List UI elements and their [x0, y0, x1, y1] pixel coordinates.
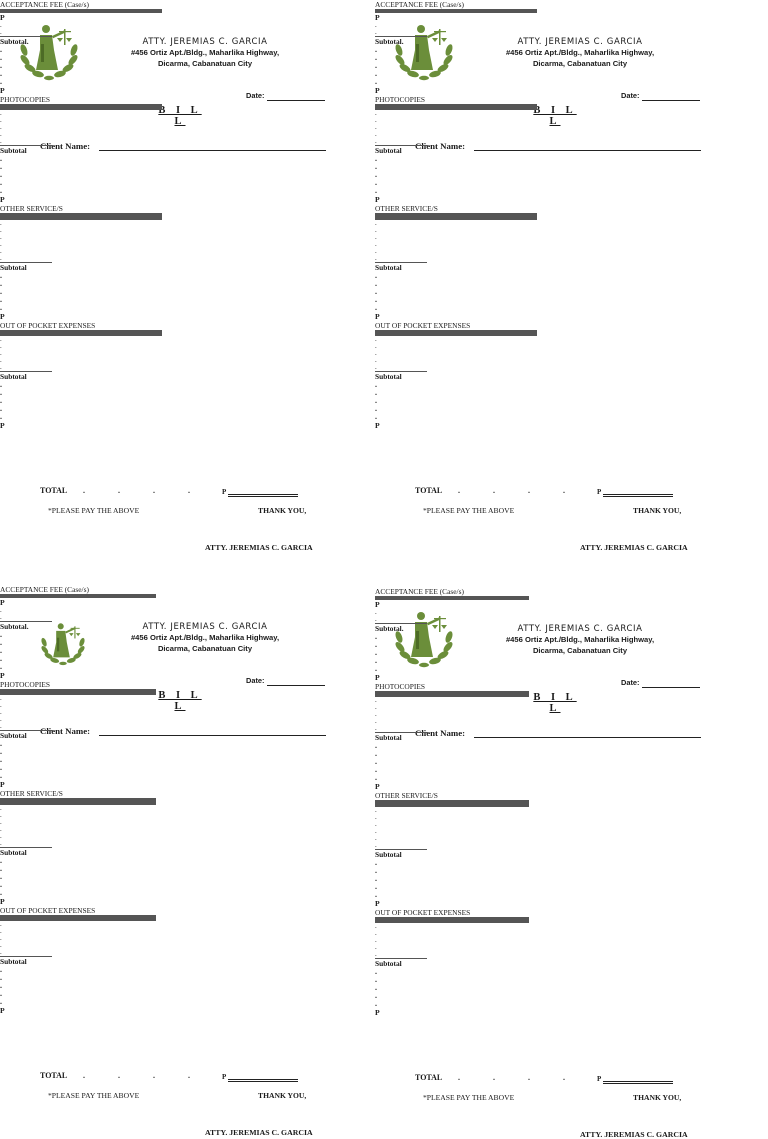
subtotal-leader-dot: .: [375, 640, 377, 649]
firm-name: ATTY. JEREMIAS C. GARCIA: [142, 622, 268, 632]
subtotal-peso-sign: P: [375, 421, 380, 430]
amount-dot: .: [0, 137, 2, 145]
subtotal-leader-dot: .: [375, 53, 377, 62]
total-leader-dot: .: [153, 486, 155, 495]
total-field-line[interactable]: [228, 494, 298, 495]
amount-dot: .: [375, 247, 377, 255]
amount-dot: .: [0, 247, 2, 255]
subtotal-leader-dot: .: [0, 77, 2, 86]
payment-note: *PLEASE PAY THE ABOVE: [48, 1091, 140, 1100]
subtotal-leader-dot: .: [375, 858, 377, 867]
firm-address-line2: Dicarma, Cabanatuan City: [157, 59, 253, 68]
section-label: OUT OF POCKET EXPENSES: [0, 321, 96, 330]
section-label: OTHER SERVICE/S: [375, 791, 438, 800]
subtotal-leader-dot: .: [375, 866, 377, 875]
subtotal-leader-dot: .: [0, 396, 2, 405]
thank-you-text: THANK YOU,: [633, 1093, 682, 1102]
bill-form: [375, 587, 759, 1139]
subtotal-leader-dot: .: [0, 739, 2, 748]
section-label: OUT OF POCKET EXPENSES: [375, 908, 471, 917]
subtotal-leader-dot: .: [375, 77, 377, 86]
subtotal-peso-sign: P: [0, 195, 5, 204]
client-name-label: Client Name:: [40, 726, 91, 736]
date-field-line[interactable]: [642, 100, 700, 101]
firm-address-line1: #456 Ortiz Apt./Bldg., Maharlika Highway,: [130, 633, 280, 642]
section-label: PHOTOCOPIES: [375, 682, 425, 691]
firm-address-line2: Dicarma, Cabanatuan City: [532, 646, 628, 655]
subtotal-label: Subtotal: [375, 850, 402, 859]
amount-dot: .: [375, 615, 377, 623]
amount-dot: .: [0, 934, 2, 942]
bill-title: B I L L: [533, 105, 577, 127]
subtotal-peso-sign: P: [375, 312, 380, 321]
bill-form: [0, 0, 384, 552]
subtotal-leader-dot: .: [0, 662, 2, 671]
subtotal-label: Subtotal.: [0, 622, 29, 631]
amount-dot: .: [0, 804, 2, 812]
subtotal-leader-dot: .: [375, 991, 377, 1000]
subtotal-leader-dot: .: [375, 656, 377, 665]
subtotal-peso-sign: P: [375, 899, 380, 908]
subtotal-leader-dot: .: [0, 170, 2, 179]
amount-dot: .: [375, 806, 377, 814]
subtotal-leader-dot: .: [375, 999, 377, 1008]
bill-sections: [375, 0, 537, 430]
subtotal-peso-sign: P: [0, 86, 5, 95]
subtotal-leader-dot: .: [0, 747, 2, 756]
total-leader-dot: .: [188, 486, 190, 495]
section-label: OTHER SERVICE/S: [0, 789, 63, 798]
amount-dot: .: [0, 28, 2, 36]
subtotal-label: Subtotal: [375, 372, 402, 381]
total-leader-dot: .: [528, 1073, 530, 1082]
subtotal-label: Subtotal.: [375, 624, 404, 633]
amount-dot: .: [375, 710, 377, 718]
subtotal-leader-dot: .: [0, 997, 2, 1006]
subtotal-leader-dot: .: [0, 271, 2, 280]
client-name-label: Client Name:: [40, 141, 91, 151]
subtotal-leader-dot: .: [0, 162, 2, 171]
firm-address-line2: Dicarma, Cabanatuan City: [157, 644, 253, 653]
amount-dot: .: [375, 335, 377, 343]
subtotal-leader-dot: .: [0, 295, 2, 304]
payment-note: *PLEASE PAY THE ABOVE: [423, 1093, 515, 1102]
total-double-underline: [228, 496, 298, 497]
subtotal-leader-dot: .: [0, 380, 2, 389]
amount-dot: .: [0, 694, 2, 702]
amount-dot: .: [0, 818, 2, 826]
subtotal-leader-dot: .: [0, 654, 2, 663]
section-label: OUT OF POCKET EXPENSES: [375, 321, 471, 330]
amount-dot: .: [0, 254, 2, 262]
subtotal-label: Subtotal: [0, 957, 27, 966]
amount-dot: .: [375, 943, 377, 951]
amount-dot: .: [0, 116, 2, 124]
subtotal-leader-dot: .: [0, 45, 2, 54]
subtotal-leader-dot: .: [0, 412, 2, 421]
amount-dot: .: [0, 920, 2, 928]
amount-dot: .: [375, 356, 377, 364]
amount-dot: .: [0, 722, 2, 730]
amount-dot: .: [0, 606, 2, 614]
firm-name: ATTY. JEREMIAS C. GARCIA: [142, 37, 268, 47]
thank-you-text: THANK YOU,: [633, 506, 682, 515]
subtotal-label: Subtotal: [375, 733, 402, 742]
subtotal-leader-dot: .: [0, 53, 2, 62]
amount-dot: .: [0, 363, 2, 371]
subtotal-peso-sign: P: [0, 671, 5, 680]
subtotal-leader-dot: .: [375, 664, 377, 673]
subtotal-peso-sign: P: [375, 673, 380, 682]
amount-dot: .: [0, 342, 2, 350]
subtotal-leader-dot: .: [0, 965, 2, 974]
total-leader-dot: .: [563, 1073, 565, 1082]
firm-name: ATTY. JEREMIAS C. GARCIA: [517, 624, 643, 634]
subtotal-peso-sign: P: [375, 195, 380, 204]
subtotal-leader-dot: .: [0, 880, 2, 889]
client-name-label: Client Name:: [415, 141, 466, 151]
amount-dot: .: [0, 941, 2, 949]
subtotal-leader-dot: .: [375, 295, 377, 304]
total-leader-dot: .: [528, 486, 530, 495]
subtotal-leader-dot: .: [375, 975, 377, 984]
subtotal-leader-dot: .: [0, 388, 2, 397]
subtotal-leader-dot: .: [375, 396, 377, 405]
subtotal-leader-dot: .: [0, 973, 2, 982]
amount-dot: .: [375, 116, 377, 124]
subtotal-leader-dot: .: [0, 763, 2, 772]
subtotal-leader-dot: .: [375, 61, 377, 70]
section-label: PHOTOCOPIES: [0, 95, 50, 104]
subtotal-leader-dot: .: [375, 303, 377, 312]
amount-dot: .: [375, 123, 377, 131]
signatory-name: ATTY. JEREMIAS C. GARCIA: [205, 543, 313, 552]
amount-dot: .: [375, 950, 377, 958]
subtotal-peso-sign: P: [0, 780, 5, 789]
subtotal-leader-dot: .: [0, 287, 2, 296]
subtotal-peso-sign: P: [0, 1006, 5, 1015]
amount-dot: .: [0, 825, 2, 833]
amount-dot: .: [0, 839, 2, 847]
subtotal-peso-sign: P: [0, 897, 5, 906]
amount-dot: .: [375, 827, 377, 835]
section-label: OUT OF POCKET EXPENSES: [0, 906, 96, 915]
section-label: OTHER SERVICE/S: [375, 204, 438, 213]
amount-dot: .: [375, 929, 377, 937]
subtotal-leader-dot: .: [0, 864, 2, 873]
subtotal-leader-dot: .: [375, 882, 377, 891]
amount-dot: .: [0, 123, 2, 131]
bill-title: B I L L: [533, 692, 577, 714]
amount-dot: .: [0, 927, 2, 935]
subtotal-leader-dot: .: [375, 45, 377, 54]
subtotal-leader-dot: .: [375, 162, 377, 171]
total-field-line[interactable]: [228, 1079, 298, 1080]
bill-sections: [0, 585, 156, 1015]
section-label: OTHER SERVICE/S: [0, 204, 63, 213]
amount-dot: .: [375, 130, 377, 138]
amount-dot: .: [375, 233, 377, 241]
total-field-line[interactable]: [603, 1081, 673, 1082]
bill-form: [375, 0, 759, 552]
subtotal-leader-dot: .: [375, 178, 377, 187]
subtotal-leader-dot: .: [375, 757, 377, 766]
subtotal-leader-dot: .: [375, 741, 377, 750]
subtotal-leader-dot: .: [0, 154, 2, 163]
date-label: Date:: [621, 678, 640, 687]
subtotal-leader-dot: .: [0, 178, 2, 187]
subtotal-label: Subtotal: [0, 372, 27, 381]
subtotal-leader-dot: .: [0, 303, 2, 312]
bill-form: [0, 585, 384, 1137]
date-field-line[interactable]: [642, 687, 700, 688]
subtotal-peso-sign: P: [375, 782, 380, 791]
subtotal-leader-dot: .: [375, 967, 377, 976]
amount-dot: .: [0, 349, 2, 357]
total-double-underline: [603, 1083, 673, 1084]
amount-dot: .: [0, 233, 2, 241]
client-name-label: Client Name:: [415, 728, 466, 738]
total-label: TOTAL: [415, 486, 443, 495]
amount-dot: .: [375, 608, 377, 616]
subtotal-leader-dot: .: [375, 412, 377, 421]
amount-dot: .: [375, 21, 377, 29]
bill-sections: [375, 587, 529, 1017]
total-leader-dot: .: [118, 1071, 120, 1080]
subtotal-leader-dot: .: [0, 989, 2, 998]
subtotal-label: Subtotal.: [0, 37, 29, 46]
section-label: PHOTOCOPIES: [375, 95, 425, 104]
total-leader-dot: .: [188, 1071, 190, 1080]
total-peso-sign: P: [222, 1073, 227, 1081]
total-label: TOTAL: [415, 1073, 443, 1082]
date-field-line[interactable]: [267, 100, 325, 101]
amount-dot: .: [375, 820, 377, 828]
subtotal-leader-dot: .: [375, 186, 377, 195]
subtotal-peso-sign: P: [375, 86, 380, 95]
section-label: PHOTOCOPIES: [0, 680, 50, 689]
firm-address-line1: #456 Ortiz Apt./Bldg., Maharlika Highway,: [505, 48, 655, 57]
amount-dot: .: [375, 922, 377, 930]
total-leader-dot: .: [493, 486, 495, 495]
total-peso-sign: P: [597, 1075, 602, 1083]
total-leader-dot: .: [118, 486, 120, 495]
subtotal-label: Subtotal.: [375, 37, 404, 46]
amount-dot: .: [0, 715, 2, 723]
total-leader-dot: .: [493, 1073, 495, 1082]
firm-address-line2: Dicarma, Cabanatuan City: [532, 59, 628, 68]
date-label: Date:: [246, 91, 265, 100]
date-field-line[interactable]: [267, 685, 325, 686]
amount-dot: .: [375, 226, 377, 234]
subtotal-leader-dot: .: [0, 755, 2, 764]
amount-dot: .: [375, 349, 377, 357]
section-label: ACCEPTANCE FEE (Case/s): [0, 585, 89, 594]
amount-dot: .: [0, 613, 2, 621]
subtotal-leader-dot: .: [375, 154, 377, 163]
amount-dot: .: [0, 240, 2, 248]
peso-sign: P: [375, 600, 380, 609]
subtotal-leader-dot: .: [375, 170, 377, 179]
subtotal-leader-dot: .: [375, 749, 377, 758]
amount-dot: .: [375, 137, 377, 145]
amount-dot: .: [0, 356, 2, 364]
amount-dot: .: [0, 226, 2, 234]
amount-dot: .: [375, 703, 377, 711]
amount-dot: .: [375, 841, 377, 849]
subtotal-leader-dot: .: [0, 771, 2, 780]
total-leader-dot: .: [458, 1073, 460, 1082]
amount-dot: .: [0, 219, 2, 227]
subtotal-label: Subtotal: [0, 731, 27, 740]
date-label: Date:: [246, 676, 265, 685]
payment-note: *PLEASE PAY THE ABOVE: [48, 506, 140, 515]
amount-dot: .: [375, 936, 377, 944]
subtotal-label: Subtotal: [0, 848, 27, 857]
total-label: TOTAL: [40, 1071, 68, 1080]
amount-dot: .: [375, 28, 377, 36]
subtotal-leader-dot: .: [0, 646, 2, 655]
subtotal-leader-dot: .: [375, 287, 377, 296]
subtotal-leader-dot: .: [0, 186, 2, 195]
subtotal-label: Subtotal: [375, 959, 402, 968]
amount-dot: .: [375, 219, 377, 227]
amount-dot: .: [375, 724, 377, 732]
peso-sign: P: [0, 598, 5, 607]
signatory-name: ATTY. JEREMIAS C. GARCIA: [580, 543, 688, 552]
subtotal-leader-dot: .: [375, 271, 377, 280]
bill-title: B I L L: [158, 690, 202, 712]
subtotal-label: Subtotal: [375, 263, 402, 272]
subtotal-leader-dot: .: [375, 404, 377, 413]
subtotal-label: Subtotal: [0, 146, 27, 155]
bill-title: B I L L: [158, 105, 202, 127]
subtotal-leader-dot: .: [375, 380, 377, 389]
total-peso-sign: P: [597, 488, 602, 496]
firm-address-line1: #456 Ortiz Apt./Bldg., Maharlika Highway,: [130, 48, 280, 57]
amount-dot: .: [375, 240, 377, 248]
amount-dot: .: [375, 696, 377, 704]
subtotal-leader-dot: .: [375, 890, 377, 899]
subtotal-leader-dot: .: [375, 765, 377, 774]
thank-you-text: THANK YOU,: [258, 506, 307, 515]
total-leader-dot: .: [83, 1071, 85, 1080]
subtotal-leader-dot: .: [0, 404, 2, 413]
amount-dot: .: [0, 811, 2, 819]
total-leader-dot: .: [563, 486, 565, 495]
bill-sections: [0, 0, 162, 430]
section-label: ACCEPTANCE FEE (Case/s): [375, 0, 464, 9]
total-field-line[interactable]: [603, 494, 673, 495]
amount-dot: .: [0, 335, 2, 343]
firm-name: ATTY. JEREMIAS C. GARCIA: [517, 37, 643, 47]
section-label: ACCEPTANCE FEE (Case/s): [375, 587, 464, 596]
subtotal-leader-dot: .: [0, 61, 2, 70]
subtotal-label: Subtotal: [0, 263, 27, 272]
amount-dot: .: [0, 109, 2, 117]
subtotal-leader-dot: .: [0, 981, 2, 990]
subtotal-leader-dot: .: [375, 773, 377, 782]
amount-dot: .: [375, 254, 377, 262]
subtotal-peso-sign: P: [0, 312, 5, 321]
total-leader-dot: .: [458, 486, 460, 495]
date-label: Date:: [621, 91, 640, 100]
total-peso-sign: P: [222, 488, 227, 496]
subtotal-label: Subtotal: [375, 146, 402, 155]
amount-dot: .: [375, 363, 377, 371]
amount-dot: .: [0, 708, 2, 716]
subtotal-leader-dot: .: [0, 638, 2, 647]
section-label: ACCEPTANCE FEE (Case/s): [0, 0, 89, 9]
total-label: TOTAL: [40, 486, 68, 495]
total-leader-dot: .: [83, 486, 85, 495]
amount-dot: .: [375, 109, 377, 117]
total-leader-dot: .: [153, 1071, 155, 1080]
thank-you-text: THANK YOU,: [258, 1091, 307, 1100]
amount-dot: .: [375, 813, 377, 821]
subtotal-leader-dot: .: [375, 69, 377, 78]
amount-dot: .: [0, 21, 2, 29]
payment-note: *PLEASE PAY THE ABOVE: [423, 506, 515, 515]
amount-dot: .: [375, 834, 377, 842]
subtotal-leader-dot: .: [0, 69, 2, 78]
subtotal-leader-dot: .: [375, 874, 377, 883]
subtotal-leader-dot: .: [0, 888, 2, 897]
subtotal-leader-dot: .: [375, 648, 377, 657]
subtotal-leader-dot: .: [375, 983, 377, 992]
signatory-name: ATTY. JEREMIAS C. GARCIA: [580, 1130, 688, 1139]
firm-address-line1: #456 Ortiz Apt./Bldg., Maharlika Highway,: [505, 635, 655, 644]
subtotal-leader-dot: .: [0, 630, 2, 639]
subtotal-leader-dot: .: [375, 388, 377, 397]
amount-dot: .: [0, 948, 2, 956]
subtotal-peso-sign: P: [0, 421, 5, 430]
amount-dot: .: [0, 701, 2, 709]
amount-dot: .: [0, 832, 2, 840]
amount-dot: .: [0, 130, 2, 138]
peso-sign: P: [0, 13, 5, 22]
subtotal-leader-dot: .: [0, 872, 2, 881]
peso-sign: P: [375, 13, 380, 22]
amount-dot: .: [375, 342, 377, 350]
total-double-underline: [228, 1081, 298, 1082]
subtotal-leader-dot: .: [0, 279, 2, 288]
subtotal-leader-dot: .: [375, 279, 377, 288]
subtotal-peso-sign: P: [375, 1008, 380, 1017]
amount-dot: .: [375, 717, 377, 725]
subtotal-leader-dot: .: [375, 632, 377, 641]
subtotal-leader-dot: .: [0, 856, 2, 865]
signatory-name: ATTY. JEREMIAS C. GARCIA: [205, 1128, 313, 1137]
total-double-underline: [603, 496, 673, 497]
